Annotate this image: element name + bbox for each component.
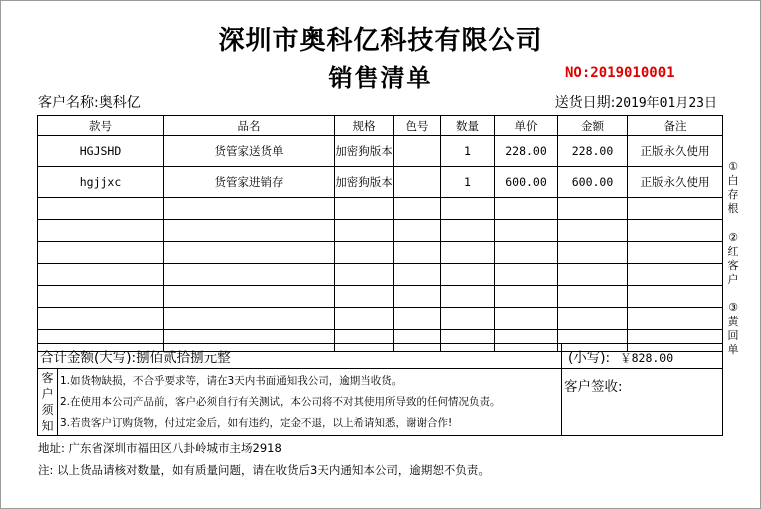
- company-name: 深圳市奥科亿科技有限公司: [218, 26, 543, 56]
- blank-row: [38, 198, 723, 220]
- column-header: 金额: [558, 116, 628, 136]
- table-row: [38, 167, 723, 198]
- document-title: 销售清单: [328, 63, 433, 92]
- notice-item: 3.若贵客户订购货物，付过定金后，如有违约，定金不退，以上希请知悉，谢谢合作!: [60, 416, 453, 429]
- table-header: [38, 116, 723, 136]
- delivery-date-value: 2019年01月23日: [615, 96, 717, 111]
- column-header: 品名: [164, 116, 335, 136]
- item-name: 货管家送货单: [164, 136, 335, 167]
- copy-label-white: ①白存根: [727, 160, 739, 215]
- total-number-value: ￥828.00: [620, 351, 674, 365]
- item-qty: 1: [441, 167, 495, 198]
- delivery-date-label: 送货日期:: [554, 95, 616, 111]
- notice-item: 2.在使用本公司产品前，客户必须自行有关测试，本公司将不对其使用所导致的任何情况负责。: [60, 395, 501, 408]
- notice-row: [38, 369, 723, 436]
- total-number-label: (小写):: [568, 350, 611, 366]
- item-remark: 正版永久使用: [628, 136, 723, 167]
- total-row: [38, 344, 723, 369]
- notice-terms: [58, 369, 562, 436]
- copy-label-red: ②红客户: [727, 231, 739, 286]
- item-remark: 正版永久使用: [628, 167, 723, 198]
- column-header: 规格: [335, 116, 394, 136]
- item-price: 228.00: [495, 136, 558, 167]
- item-spec: 加密狗版本: [335, 136, 394, 167]
- item-code: hgjjxc: [38, 167, 164, 198]
- copy-label-yellow: ③黄回单: [727, 301, 739, 356]
- column-header: 备注: [628, 116, 723, 136]
- customer-label: 客户名称:: [38, 95, 99, 111]
- total-words-label: 合计金额(大写):: [40, 350, 137, 366]
- summary-table: [37, 343, 723, 436]
- item-qty: 1: [441, 136, 495, 167]
- item-spec: 加密狗版本: [335, 167, 394, 198]
- item-amount: 600.00: [558, 167, 628, 198]
- item-price: 600.00: [495, 167, 558, 198]
- item-code: HGJSHD: [38, 136, 164, 167]
- item-name: 货管家进销存: [164, 167, 335, 198]
- item-color: [394, 136, 441, 167]
- item-amount: 228.00: [558, 136, 628, 167]
- table-row: [38, 136, 723, 167]
- notice-label: 客户须知: [38, 369, 58, 436]
- items-table: [37, 115, 723, 352]
- footnote: 注: 以上货品请核对数量，如有质量问题，请在收货后3天内通知本公司，逾期恕不负责。: [38, 463, 490, 477]
- delivery-date: [555, 92, 717, 112]
- customer-name: [38, 92, 141, 112]
- document-number: NO:2019010001: [565, 65, 675, 81]
- total-words-value: 捌佰贰拾捌元整: [136, 350, 231, 366]
- blank-row: [38, 308, 723, 330]
- blank-row: [38, 220, 723, 242]
- column-header: 款号: [38, 116, 164, 136]
- company-address: 地址: 广东省深圳市福田区八卦岭城市主场2918: [38, 441, 282, 455]
- column-header: 数量: [441, 116, 495, 136]
- column-header: 色号: [394, 116, 441, 136]
- column-header: 单价: [495, 116, 558, 136]
- customer-signature: 客户签收:: [562, 369, 723, 436]
- blank-row: [38, 286, 723, 308]
- total-amount-number: [562, 344, 723, 369]
- item-color: [394, 167, 441, 198]
- notice-item: 1.如货物缺损，不合乎要求等，请在3天内书面通知我公司，逾期当收货。: [60, 374, 403, 387]
- blank-row: [38, 242, 723, 264]
- customer-value: 奥科亿: [98, 95, 141, 111]
- blank-row: [38, 264, 723, 286]
- total-amount-words: [38, 344, 562, 369]
